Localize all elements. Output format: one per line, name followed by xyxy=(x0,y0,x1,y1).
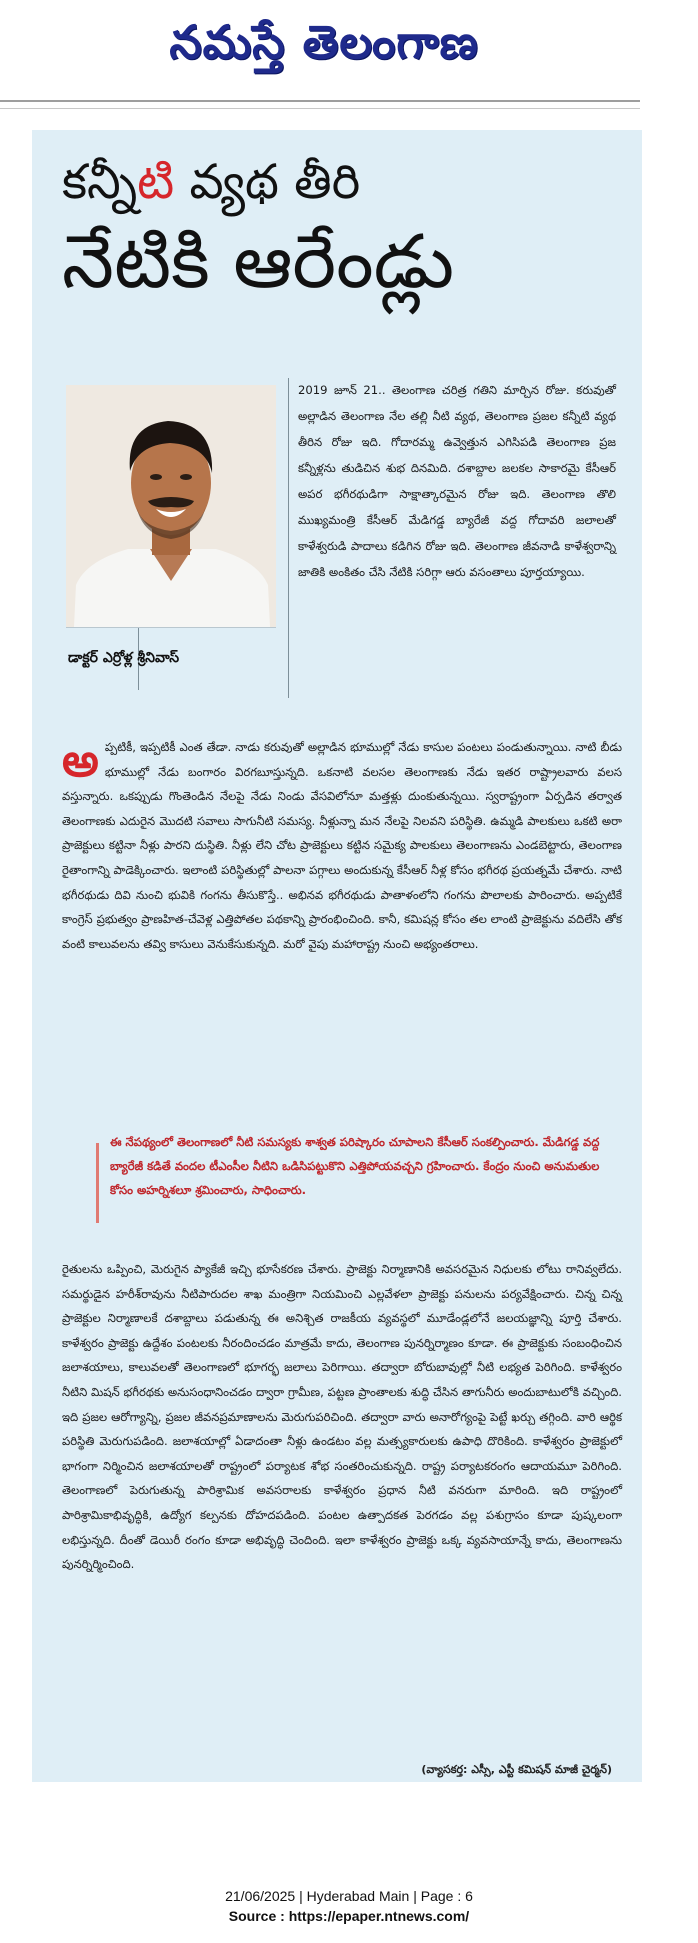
body-section-2: రైతులను ఒప్పించి, మెరుగైన ప్యాకేజీ ఇచ్చి భూసేకరణ చేశారు. ప్రాజెక్టు నిర్మాణానికి అవసరమైన నిధులకు లోటు రానివ్వలేదు. సమర్థుడైన హరీశ్‌రావును నీటిపారుదల శాఖ మంత్రిగా నియమించి ఎల్లవేళలా ప్రాజెక్టు పనులను పర్యవేక్షించారు. చిన్న చిన్న ప్రాజెక్టుల నిర్మాణాలకే దశాబ్దాలు పడుతున్న ఈ అనిశ్చిత రాజకీయ వ్యవస్థలో మూడేండ్లలోనే జలయజ్ఞాన్ని పూర్తి చేశారు. కాళేశ్వరం ప్రాజెక్టు ఉద్దేశం పంటలకు నీరందించడం మాత్రమే కాదు, తెలంగాణ పునర్నిర్మాణం కూడా. ఈ ప్రాజెక్టుకు సంబంధించిన జలాశయాలు, కాలువలతో తెలంగాణలో భూగర్భ జలాలు పెరిగాయి. తద్వారా బోరుబావుల్లో నీటి లభ్యత పెరిగింది. కాళేశ్వరం నీటిని మిషన్ భగీరథకు అనుసంధానించడం ద్వారా గ్రామీణ, పట్టణ ప్రాంతాలకు శుద్ధి చేసిన తాగునీరు అందుబాటులోకి వచ్చింది. ఇది ప్రజల ఆరోగ్యాన్ని, ప్రజల జీవనప్రమాణాలను మెరుగుపరిచింది. తద్వారా వారు అనారోగ్యంపై పెట్టే ఖర్చు తగ్గింది. వారి ఆర్థిక పరిస్థితి మెరుగుపడింది. జలాశయాల్లో ఏడాదంతా నీళ్లు ఉండటం వల్ల మత్స్యకారులకు ఉపాధి దొరికింది. కాళేశ్వరం ప్రాజెక్టులో భాగంగా నిర్మించిన జలాశయాలతో రాష్ట్రంలో పర్యాటక శోభ సంతరించుకున్నది. రాష్ట్ర పర్యాటకరంగం ఆదాయమూ పెరిగింది. తెలంగాణలో పెరుగుతున్న పారిశ్రామిక అవసరాలకు కాళేశ్వరం ప్రధాన నీటి వనరుగా మారింది. ఇది రాష్ట్రంలో పారిశ్రామికాభివృద్ధికి, ఉద్యోగ కల్పనకు దోహదపడింది. పంటల ఉత్పాదకత పెరగడం వల్ల పశుగ్రాసం కూడా పుష్కలంగా లభిస్తున్నది. దీంతో డెయిరీ రంగం కూడా అభివృద్ధి చెందింది. ఇలా కాళేశ్వరం ప్రాజెక్టు ఒక్క వ్యవసాయాన్నే కాదు, తెలంగాణను పునర్నిర్మించింది. xyxy=(62,1262,622,1572)
newspaper-logo: నమస్తే తెలంగాణ xyxy=(169,15,479,69)
masthead-rule-thin xyxy=(0,108,640,109)
masthead-rule xyxy=(0,100,640,102)
column-divider xyxy=(288,378,289,698)
headline-part-2: వ్యథ తీరి xyxy=(174,154,361,210)
headline-line-1 xyxy=(62,150,622,214)
footer-date-edition: 21/06/2025 | Hyderabad Main | Page : 6 xyxy=(225,1888,473,1904)
author-byline: డాక్టర్ ఎర్రోళ్ల శ్రీనివాస్ xyxy=(68,650,180,666)
author-credit: (వ్యాసకర్త: ఎస్సీ, ఎస్టీ కమిషన్ మాజీ చైర్మన్) xyxy=(421,1763,612,1776)
body-section-1-text: ప్పటికీ, ఇప్పటికీ ఎంత తేడా. నాడు కరువుతో అల్లాడిన భూముల్లో నేడు కాసుల పంటలు పండుతున్నాయి. నాటి బీడు భూముల్లో నేడు బంగారం విరగబూస్తున్నది. ఒకనాటి వలసల తెలంగాణకు నేడు ఇతర రాష్ట్రాలవారు వలస వస్తున్నారు. ఒకప్పుడు గొంతెండిన నేలపై నేడు నిండు వేసవిలోనూ మత్తళ్లు దుంకుతున్నయి. స్వరాష్ట్రంగా ఏర్పడిన తర్వాత తెలంగాణకు ఎదురైన మొదటి సవాలు సాగునీటి సమస్య. నీళ్లున్నా మన నేలపై నిలవని పరిస్థితి. ఉమ్మడి పాలకులు ఒకటి అరా ప్రాజెక్టులు కట్టినా నీళ్లు పారని దుస్థితి. నీళ్లు లేని చోట ప్రాజెక్టులు కట్టిన సమైక్య పాలకులు తెలంగాణను ఎండబెట్టారు, తెలంగాణ రైతాంగాన్ని పాడెక్కించారు. ఇలాంటి పరిస్థితుల్లో పాలనా పగ్గాలు అందుకున్న కేసీఆర్ నీళ్ల కోసం భగీరథ ప్రయత్నమే చేశారు. నాటి భగీరథుడు దివి నుంచి భువికి గంగను తీసుకొస్తే.. అభినవ భగీరథుడు పాతాళంలోని గంగను పొలాలకు పారించారు. అప్పటికే కాంగ్రెస్ ప్రభుత్వం ప్రాణహిత-చేవెళ్ల ఎత్తిపోతల పథకాన్ని ప్రారంభించింది. కానీ, కమిషన్ల కోసం తల లాంటి ప్రాజెక్టును వదిలేసి తోక వంటి కాలువలను తవ్వి కాసులు వెనుకేసుకున్నది. మరో వైపు మహారాష్ట్ర నుంచి అభ్యంతరాలు. xyxy=(62,740,622,951)
masthead xyxy=(0,6,698,78)
page-footer xyxy=(0,1886,698,1926)
headline-line-2: నేటికి ఆరేండ్లు xyxy=(62,219,455,305)
headline-part-1: కన్నీ xyxy=(62,154,138,210)
footer-source-link[interactable]: Source : https://epaper.ntnews.com/ xyxy=(228,1908,470,1924)
intro-paragraph: 2019 జూన్ 21.. తెలంగాణ చరిత్ర గతిని మార్చిన రోజు. కరువుతో అల్లాడిన తెలంగాణ నేల తల్లి నీటి వ్యథ, తెలంగాణ ప్రజల కన్నీటి వ్యథ తీరిన రోజు ఇది. గోదారమ్మ ఉవ్వెత్తున ఎగిసిపడి తెలంగాణ ప్రజ కన్నీళ్లను తుడిచిన శుభ దినమిది. దశాబ్దాల జలకల సాకారమై కేసీఆర్ అపర భగీరథుడిగా సాక్షాత్కారమైన రోజు ఇది. తెలంగాణ తొలి ముఖ్యమంత్రి కేసీఆర్ మేడిగడ్డ బ్యారేజీ వద్ద గోదావరి జలాలతో కాళేశ్వరుడి పాదాలు కడిగిన రోజు ఇది. తెలంగాణ జీవనాడి కాళేశ్వరాన్ని జాతికి అంకితం చేసి నేటికి సరిగ్గా ఆరు వసంతాలు పూర్తయ్యాయి. xyxy=(298,383,616,579)
pull-quote: ఈ నేపథ్యంలో తెలంగాణలో నీటి సమస్యకు శాశ్వత పరిష్కారం చూపాలని కేసీఆర్ సంకల్పించారు. మేడిగడ్డ వద్ద బ్యారేజీ కడితే వందల టీఎంసీల నీటిని ఒడిసిపట్టుకొని ఎత్తిపోయవచ్చని గ్రహించారు. కేంద్రం నుంచి అనుమతుల కోసం అహర్నిశలూ శ్రమించారు, సాధించారు. xyxy=(110,1135,600,1197)
body-section-1 xyxy=(62,735,622,956)
author-photo xyxy=(66,385,276,628)
drop-cap: అ xyxy=(62,733,99,787)
author-portrait-image xyxy=(66,385,276,627)
article-headline xyxy=(62,150,622,308)
headline-red-part: టి xyxy=(137,154,175,210)
pull-quote-bar xyxy=(96,1143,99,1223)
